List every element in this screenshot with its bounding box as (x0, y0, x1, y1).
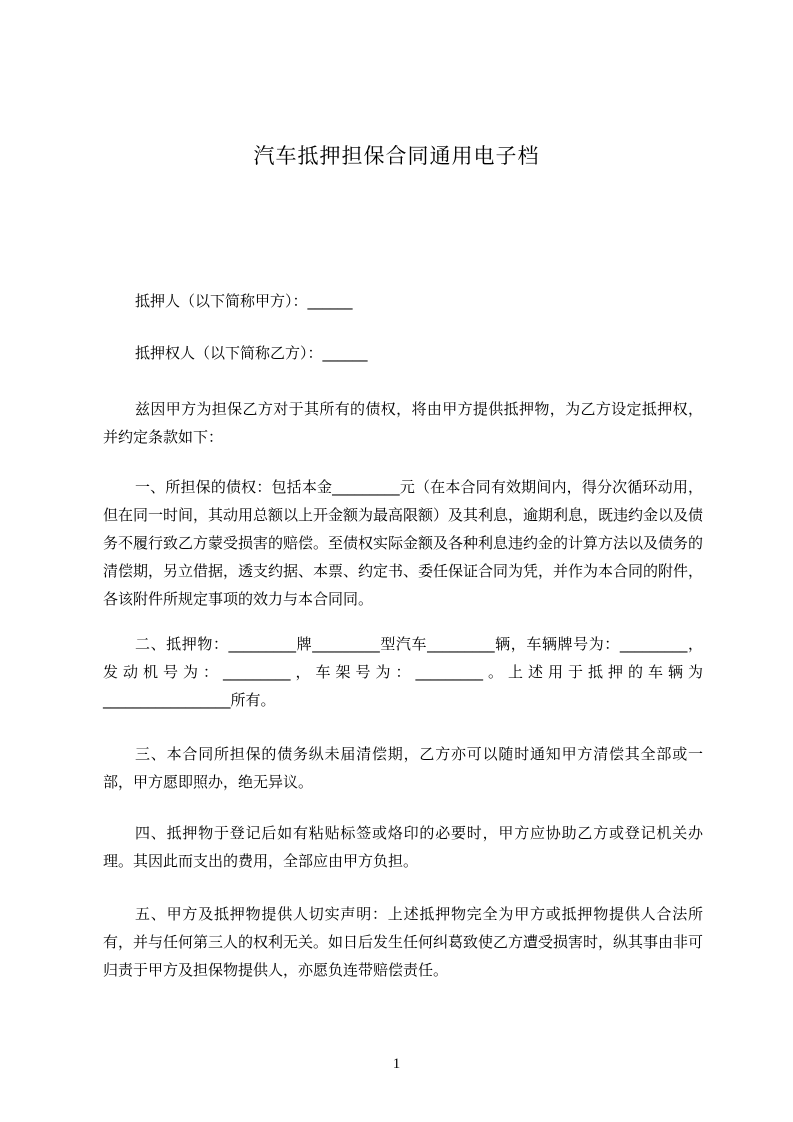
document-title: 汽车抵押担保合同通用电子档 (253, 144, 540, 168)
paragraph-clause-4: 四、抵押物于登记后如有粘贴标签或烙印的必要时，甲方应协助乙方或登记机关办理。其因此而支出的费用，全部应由甲方负担。 (103, 824, 703, 870)
paragraph-clause-3: 三、本合同所担保的债务纵未届清偿期，乙方亦可以随时通知甲方清偿其全部或一部，甲方愿即照办，绝无异议。 (103, 745, 703, 791)
paragraph-preamble: 兹因甲方为担保乙方对于其所有的债权，将由甲方提供抵押物，为乙方设定抵押权，并约定条款如下： (103, 400, 703, 446)
paragraph-mortgagee: 抵押权人（以下简称乙方）：______ (135, 344, 368, 362)
paragraph-clause-1: 一、所担保的债权：包括本金_________元（在本合同有效期间内，得分次循环动用，但在同一时间，其动用总额以上开金额为最高限额）及其利息，逾期利息，既违约金以及债务不履行致乙方蒙受损害的赔偿。至债权实际金额及各种利息违约金的计算方法以及债务的清偿期，另立借据，透支约据、本票、约定书、委任保证合同为凭，并作为本合同的附件，各该附件所规定事项的效力与本合同同。 (103, 478, 704, 608)
paragraph-mortgagor: 抵押人（以下简称甲方）：______ (135, 292, 353, 310)
paragraph-clause-2: 二、抵押物：_________牌_________型汽车_________辆，车辆牌号为：_________，发动机号为：_________，车架号为：_________。上述用于抵押的车辆为_________________所有。 (103, 635, 703, 709)
page-number: 1 (392, 1056, 401, 1072)
paragraph-clause-5: 五、甲方及抵押物提供人切实声明：上述抵押物完全为甲方或抵押物提供人合法所有，并与任何第三人的权利无关。如日后发生任何纠葛致使乙方遭受损害时，纵其事由非可归责于甲方及担保物提供人，亦愿负连带赔偿责任。 (103, 905, 704, 979)
